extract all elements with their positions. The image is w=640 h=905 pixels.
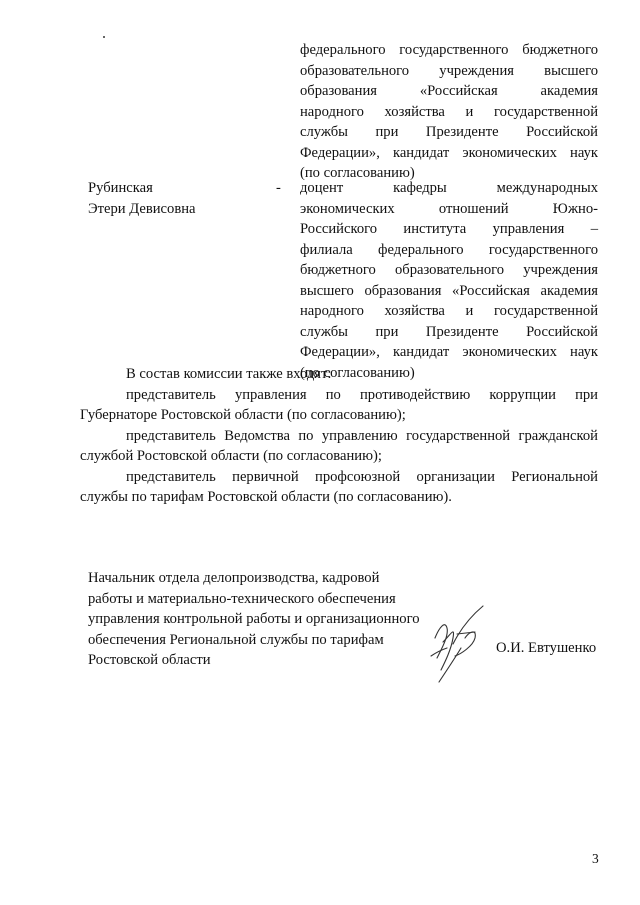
signatory-name: О.И. Евтушенко (496, 640, 597, 656)
member-description-continued (300, 40, 598, 184)
also-included-item: представитель управления по противодействию коррупции при Губернаторе Ростовской области (по согласованию); (80, 386, 598, 423)
also-included-item: представитель Ведомства по управлению государственной гражданской службой Ростовской области (по согласованию); (80, 427, 598, 464)
also-included-intro: В состав комиссии также входят: (126, 366, 332, 382)
description-line: Федерации», кандидат экономических наук (300, 144, 598, 161)
description-line: образования «Российская академия (300, 83, 598, 99)
description-line: федерального государственного бюджетного (300, 42, 598, 58)
member-surname: Рубинская (88, 180, 153, 196)
signatory-title-line: работы и материально-технического обеспечения (88, 590, 396, 607)
description-line: народного хозяйства и государственной (300, 103, 598, 120)
description-line: Федерации», кандидат экономических наук (300, 344, 598, 360)
also-included-item: представитель первичной профсоюзной организации Региональной службы по тарифам Ростовской области (по согласованию). (80, 468, 598, 505)
signatory-title-line: Начальник отдела делопроизводства, кадровой (88, 570, 380, 586)
page-number: 3 (592, 851, 599, 866)
description-line: службы при Президенте Российской (300, 124, 598, 140)
description-line: высшего образования «Российская академия (300, 282, 598, 299)
member-name (88, 178, 278, 219)
member-description (300, 178, 598, 383)
signatory-title-line: Ростовской области (88, 652, 211, 668)
scan-speck (103, 36, 105, 38)
signatory-title-line: управления контрольной работы и организационного (88, 611, 420, 627)
description-line: образовательного учреждения высшего (300, 62, 598, 79)
member-dash: - (276, 180, 281, 196)
description-line: службы при Президенте Российской (300, 323, 598, 340)
description-line: экономических отношений Южно- (300, 200, 598, 217)
also-included-section (80, 364, 598, 508)
signatory-title-line: обеспечения Региональной службы по тарифам (88, 631, 384, 648)
member-given-name: Этери Девисовна (88, 200, 196, 217)
description-line: доцент кафедры международных (300, 180, 598, 196)
description-line: народного хозяйства и государственной (300, 303, 598, 319)
handwritten-signature (425, 598, 495, 683)
description-line: (по согласованию) (300, 165, 415, 181)
description-line: Российского института управления – (300, 221, 598, 237)
description-line: филиала федерального государственного (300, 241, 598, 258)
signatory-title (88, 568, 448, 671)
description-line: (по согласованию) (300, 364, 415, 381)
description-line: бюджетного образовательного учреждения (300, 262, 598, 278)
